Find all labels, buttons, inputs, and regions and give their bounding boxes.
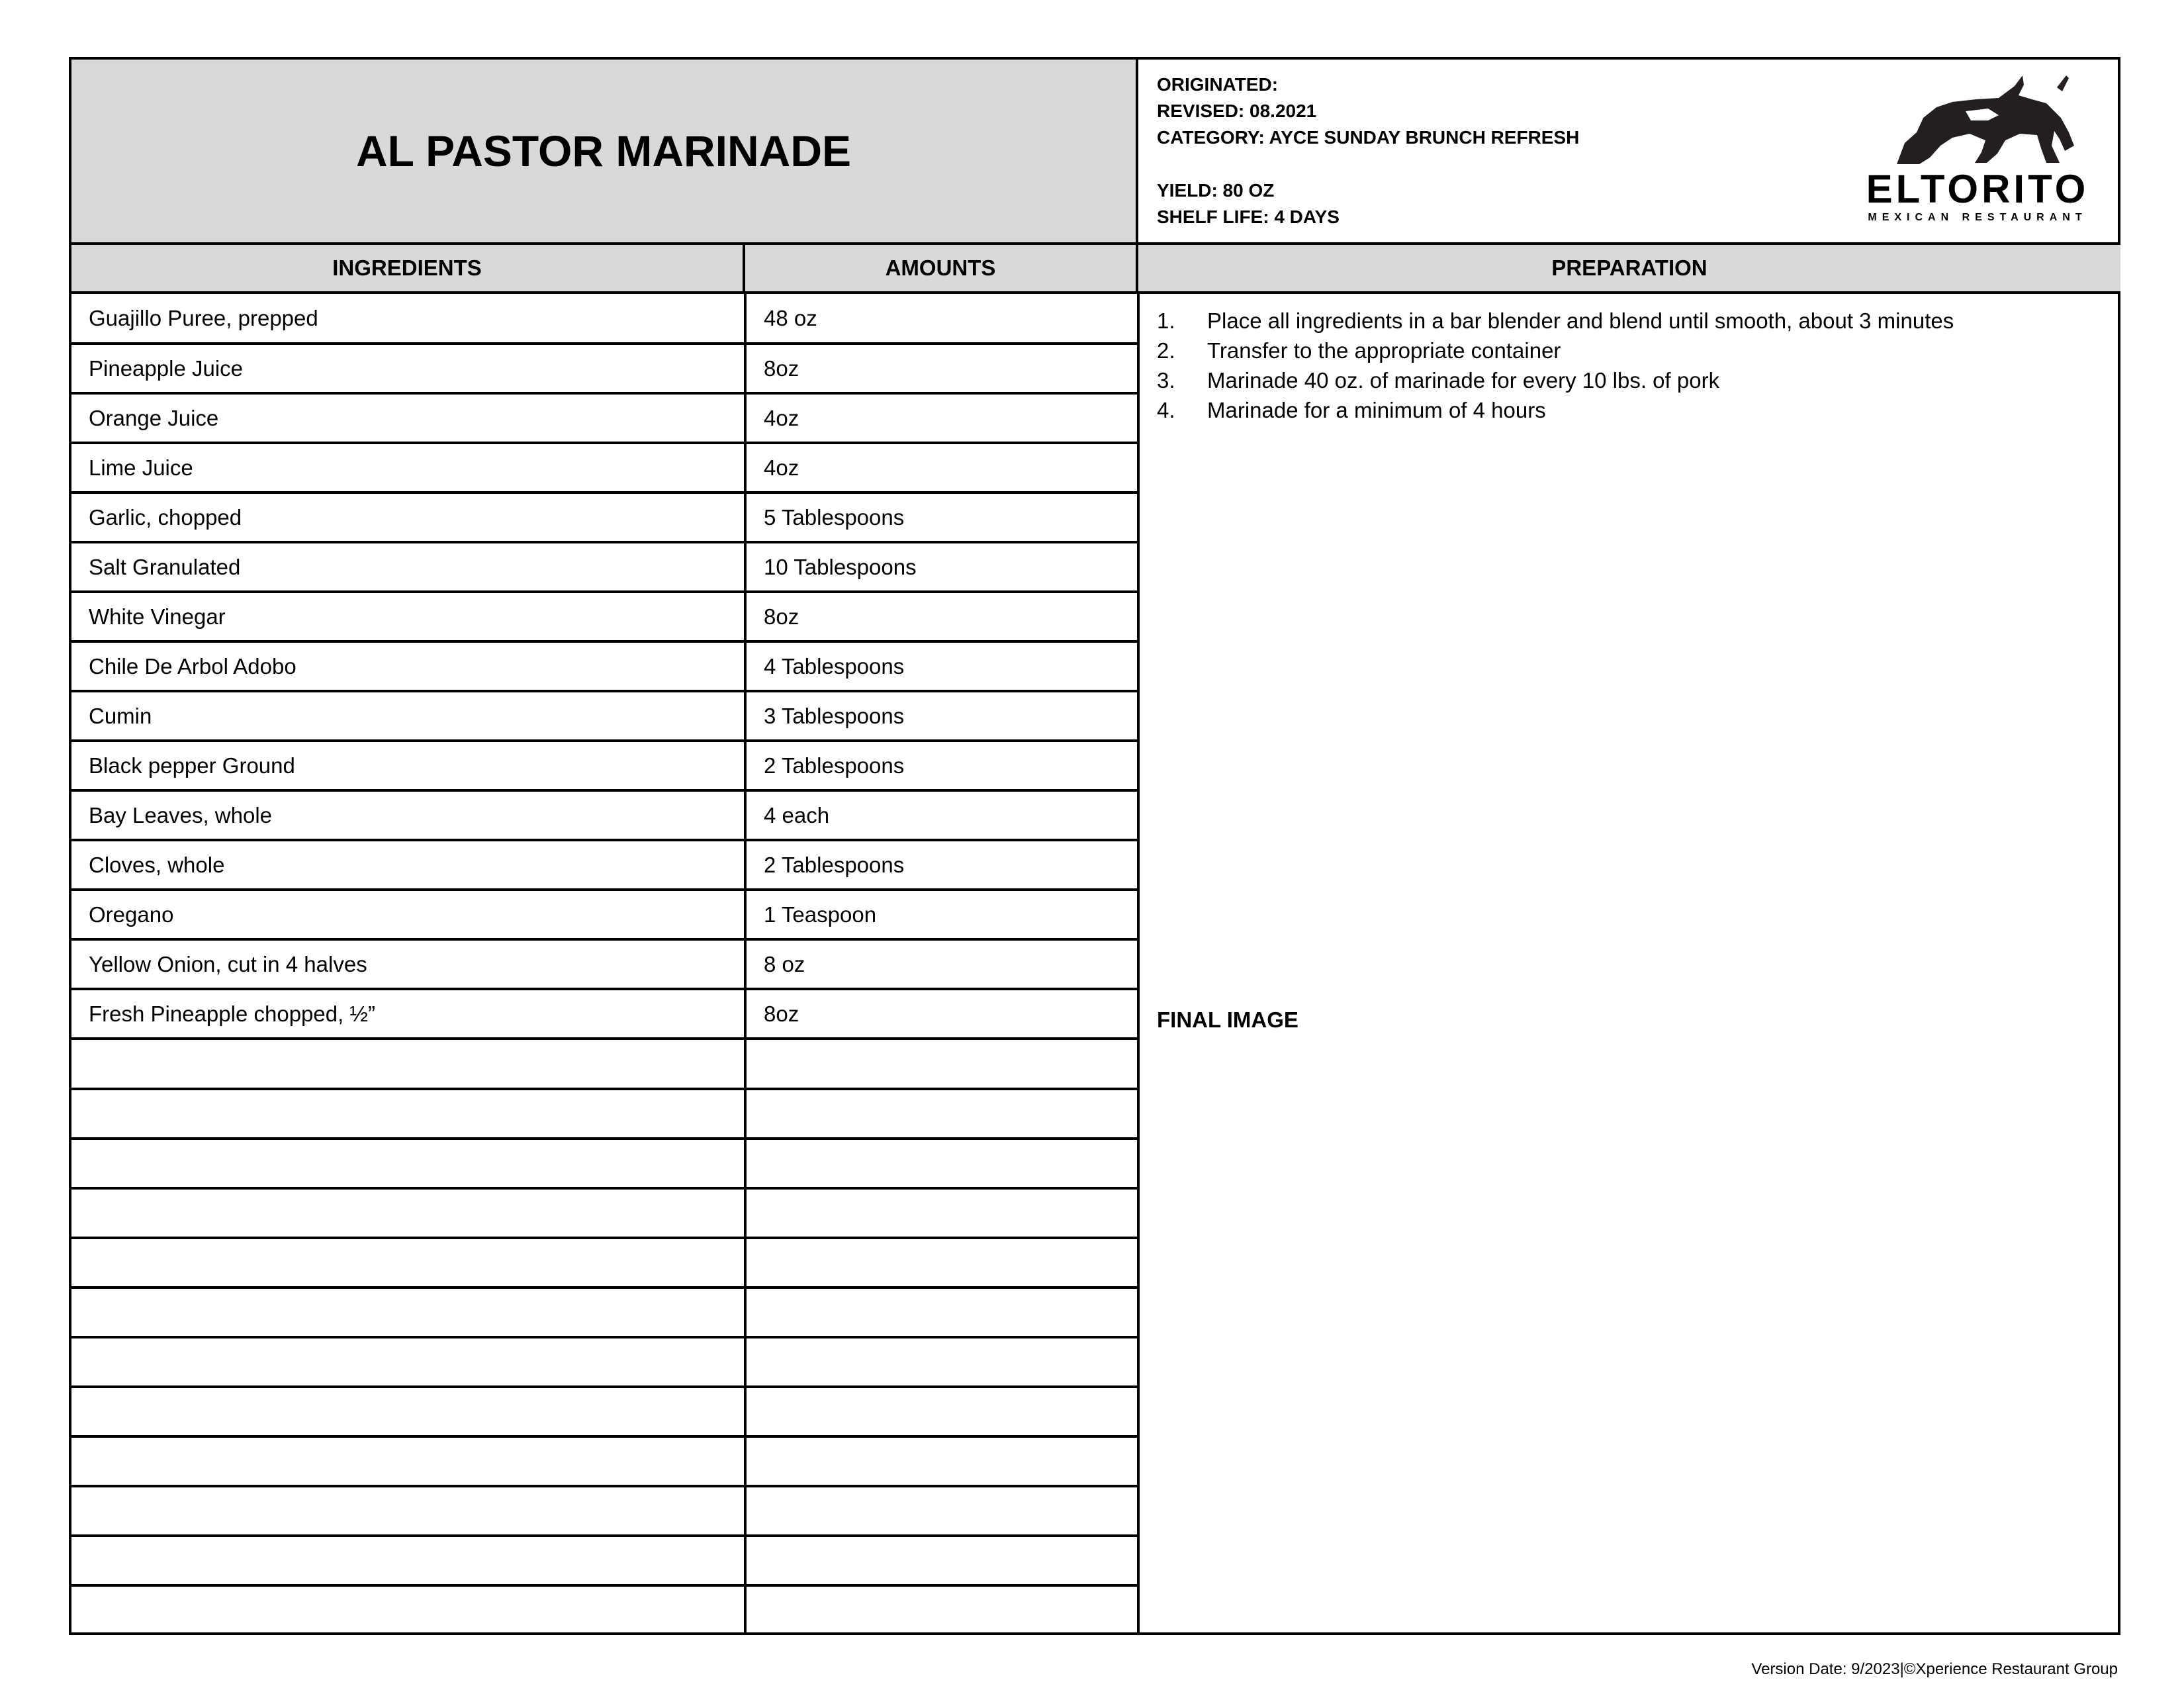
ingredient-name (71, 1288, 745, 1337)
ingredient-amount: 8oz (745, 989, 1138, 1039)
table-row (71, 1188, 1138, 1238)
step-text: Marinade 40 oz. of marinade for every 10 lbs. of pork (1207, 368, 1720, 393)
el-torito-logo (1858, 71, 2097, 230)
ingredient-name: Cumin (71, 691, 745, 741)
ingredient-name: Fresh Pineapple chopped, ½” (71, 989, 745, 1039)
ingredient-name: Yellow Onion, cut in 4 halves (71, 939, 745, 989)
ingredient-amount (745, 1337, 1138, 1387)
final-image-label: FINAL IMAGE (1157, 1008, 1298, 1032)
logo-tagline: MEXICAN RESTAURANT (1868, 212, 2087, 223)
ingredient-amount (745, 1486, 1138, 1536)
ingredient-name (71, 1039, 745, 1088)
table-row (71, 840, 1138, 890)
table-row (71, 1039, 1138, 1088)
ingredient-amount (745, 1387, 1138, 1436)
ingredient-amount: 10 Tablespoons (745, 542, 1138, 592)
table-row (71, 1585, 1138, 1635)
step-text: Place all ingredients in a bar blender and blend until smooth, about 3 minutes (1207, 308, 1954, 333)
table-row (71, 542, 1138, 592)
ingredient-amount: 4 Tablespoons (745, 641, 1138, 691)
table-row (71, 890, 1138, 939)
ingredient-amount (745, 1188, 1138, 1238)
table-row (71, 790, 1138, 840)
table-row (71, 1536, 1138, 1585)
ingredient-name (71, 1486, 745, 1536)
ingredient-name: Oregano (71, 890, 745, 939)
ingredient-name (71, 1238, 745, 1288)
ingredient-name: Bay Leaves, whole (71, 790, 745, 840)
ingredient-name: Lime Juice (71, 443, 745, 492)
table-row (71, 1288, 1138, 1337)
step-text: Transfer to the appropriate container (1207, 338, 1561, 363)
ingredient-name: Pineapple Juice (71, 344, 745, 393)
ingredient-name: Garlic, chopped (71, 492, 745, 542)
table-row (71, 1387, 1138, 1436)
step-text: Marinade for a minimum of 4 hours (1207, 398, 1546, 422)
ingredient-amount: 8oz (745, 592, 1138, 641)
ingredient-amount (745, 1436, 1138, 1486)
ingredients-table (71, 294, 1140, 1635)
table-row (71, 592, 1138, 641)
preparation-step (1157, 336, 2120, 365)
preparation-step (1157, 306, 2120, 336)
ingredient-amount (745, 1288, 1138, 1337)
ingredient-amount: 2 Tablespoons (745, 840, 1138, 890)
ingredient-amount: 4oz (745, 393, 1138, 443)
ingredient-name: White Vinegar (71, 592, 745, 641)
bull-icon (1858, 71, 2097, 171)
table-row (71, 691, 1138, 741)
table-row (71, 344, 1138, 393)
ingredient-name: Guajillo Puree, prepped (71, 294, 745, 344)
ingredient-amount: 48 oz (745, 294, 1138, 344)
preparation-step (1157, 395, 2120, 425)
table-row (71, 1337, 1138, 1387)
preparation-step (1157, 365, 2120, 395)
ingredient-amount (745, 1039, 1138, 1088)
ingredient-name (71, 1536, 745, 1585)
preparation-header: PREPARATION (1138, 242, 2120, 294)
preparation-steps (1157, 306, 2120, 425)
ingredient-name: Orange Juice (71, 393, 745, 443)
table-row (71, 1089, 1138, 1139)
ingredient-amount: 1 Teaspoon (745, 890, 1138, 939)
ingredient-name (71, 1139, 745, 1188)
recipe-card (69, 57, 2120, 1635)
table-row (71, 1139, 1138, 1188)
ingredient-amount: 8 oz (745, 939, 1138, 989)
recipe-title: AL PASTOR MARINADE (71, 60, 1138, 242)
ingredient-name: Black pepper Ground (71, 741, 745, 790)
table-row (71, 492, 1138, 542)
ingredient-name: Chile De Arbol Adobo (71, 641, 745, 691)
amounts-header: AMOUNTS (745, 242, 1138, 294)
ingredient-amount (745, 1536, 1138, 1585)
ingredient-name (71, 1337, 745, 1387)
step-number: 3. (1157, 368, 1175, 393)
footer-version: Version Date: 9/2023|©Xperience Restaurant Group (1751, 1660, 2118, 1678)
ingredient-amount: 4 each (745, 790, 1138, 840)
ingredient-name: Salt Granulated (71, 542, 745, 592)
table-row (71, 294, 1138, 344)
ingredient-amount: 2 Tablespoons (745, 741, 1138, 790)
ingredient-name (71, 1188, 745, 1238)
table-row (71, 443, 1138, 492)
step-number: 2. (1157, 338, 1175, 363)
category-field: CATEGORY: AYCE SUNDAY BRUNCH REFRESH (1157, 127, 1580, 148)
table-row (71, 1486, 1138, 1536)
table-row (71, 1436, 1138, 1486)
step-number: 4. (1157, 398, 1175, 422)
ingredient-amount: 8oz (745, 344, 1138, 393)
ingredient-name (71, 1585, 745, 1635)
yield-field: YIELD: 80 OZ (1157, 180, 1275, 201)
ingredient-name (71, 1436, 745, 1486)
ingredient-name (71, 1387, 745, 1436)
ingredient-amount: 3 Tablespoons (745, 691, 1138, 741)
recipe-meta (1138, 60, 2120, 242)
logo-brand: ELTORITO (1866, 167, 2089, 211)
ingredient-amount (745, 1585, 1138, 1635)
shelf-life-field: SHELF LIFE: 4 DAYS (1157, 207, 1340, 227)
ingredient-name: Cloves, whole (71, 840, 745, 890)
ingredient-amount (745, 1238, 1138, 1288)
table-row (71, 1238, 1138, 1288)
ingredient-name (71, 1089, 745, 1139)
ingredient-amount (745, 1089, 1138, 1139)
revised-field: REVISED: 08.2021 (1157, 101, 1317, 121)
table-row (71, 989, 1138, 1039)
ingredients-header: INGREDIENTS (71, 242, 745, 294)
ingredient-amount: 5 Tablespoons (745, 492, 1138, 542)
step-number: 1. (1157, 308, 1175, 333)
ingredient-amount (745, 1139, 1138, 1188)
preparation-panel (1138, 294, 2120, 1635)
table-row (71, 393, 1138, 443)
table-row (71, 939, 1138, 989)
originated-field: ORIGINATED: (1157, 74, 1279, 95)
ingredient-amount: 4oz (745, 443, 1138, 492)
table-row (71, 641, 1138, 691)
table-row (71, 741, 1138, 790)
